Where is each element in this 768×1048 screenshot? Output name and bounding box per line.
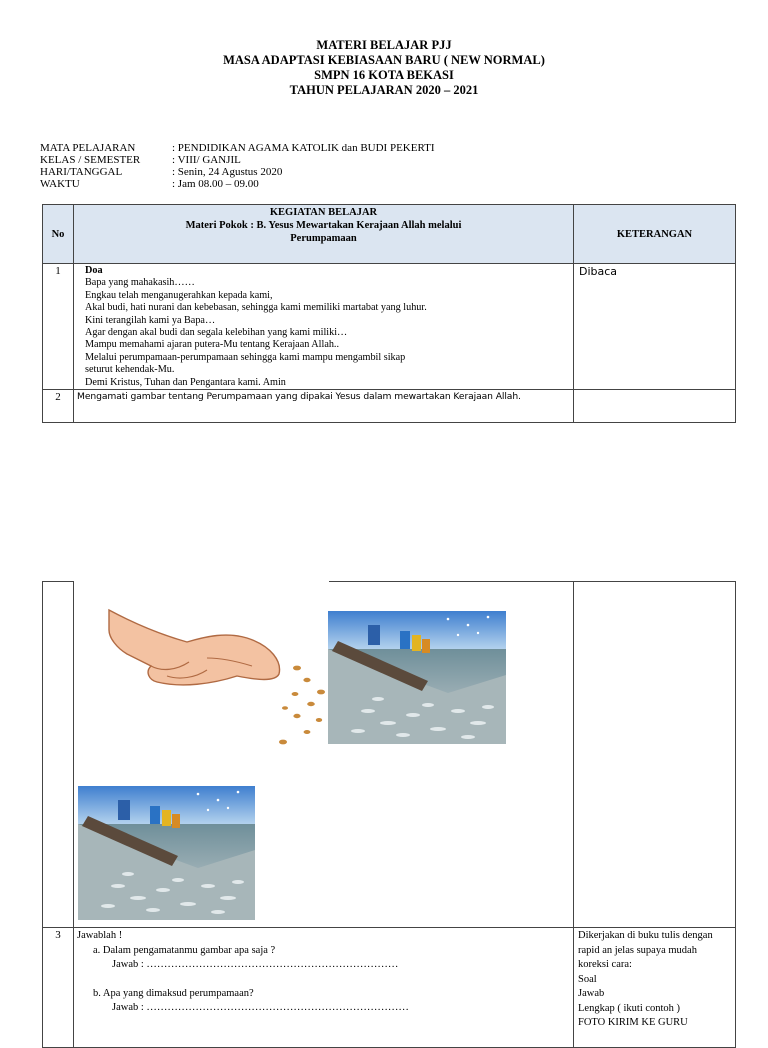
table-row — [43, 264, 736, 390]
row-note: Dikerjakan di buku tulis dengan rapid an jelas supaya mudah koreksi cara: Soal Jawab Lengkap ( ikuti contoh ) FOTO KIRIM KE GURU — [574, 928, 736, 1048]
row-number — [43, 582, 74, 928]
info-row-date: HARI/TANGGAL : Senin, 24 Agustus 2020 — [40, 166, 283, 178]
row-note — [574, 582, 736, 928]
header-school: SMPN 16 KOTA BEKASI — [314, 68, 454, 82]
header-title: MATERI BELAJAR PJJ — [316, 38, 452, 52]
observe-instruction: Mengamati gambar tentang Perumpamaan yang dipakai Yesus dalam mewartakan Kerajaan Allah. — [74, 390, 574, 423]
row-number: 3 — [43, 928, 74, 1048]
row-number: 1 — [43, 264, 74, 390]
header-subtitle: MASA ADAPTASI KEBIASAAN BARU ( NEW NORMAL) — [223, 53, 545, 67]
col-header-activity: KEGIATAN BELAJAR Materi Pokok : B. Yesus Mewartakan Kerajaan Allah melalui Perumpamaan — [74, 205, 574, 264]
col-header-notes: KETERANGAN — [574, 205, 736, 264]
hand-scattering-seeds-icon — [107, 600, 357, 750]
header-year: TAHUN PELAJARAN 2020 – 2021 — [289, 83, 479, 97]
table-header-row — [43, 205, 736, 264]
illustrations-cell — [74, 582, 574, 928]
activity-table — [42, 204, 736, 423]
prayer-text: Doa Bapa yang mahakasih…… Engkau telah menganugerahkan kepada kami, Akal budi, hati nurani dan kebebasan, sehingga kami memiliki martabat yang luhur. Kini terangilah kami ya Bapa… Agar dengan akal budi dan segala kelebihan yang kami miliki… Mampu memahami ajaran putera-Mu tentang Kerajaan Allah.. Melalui perumpamaan-perumpamaan sehingga kami mampu mengambil sikap seturut kehendak-Mu. Demi Kristus, Tuhan dan Pengantara kami. Amin — [74, 264, 574, 390]
row-note: Dibaca — [574, 264, 736, 390]
fishing-net-photo-2 — [78, 786, 255, 920]
questions-intro: Jawablah ! — [77, 930, 123, 941]
row-note — [574, 390, 736, 423]
table-row-images — [43, 582, 736, 928]
activity-table-continued — [42, 581, 736, 1048]
answer-line-a: Jawab : ……………………………………………………………… — [112, 959, 399, 970]
info-row-time: WAKTU : Jam 08.00 – 09.00 — [40, 178, 259, 190]
table-row — [43, 928, 736, 1048]
question-a: a. Dalam pengamatanmu gambar apa saja ? — [93, 944, 276, 956]
row-number: 2 — [43, 390, 74, 423]
questions-cell — [74, 928, 574, 1048]
document-header — [0, 38, 768, 98]
answer-line-b: Jawab : ………………………………………………………………… — [112, 1002, 409, 1013]
question-b: b. Apa yang dimaksud perumpamaan? — [93, 987, 254, 999]
info-row-class: KELAS / SEMESTER : VIII/ GANJIL — [40, 154, 241, 166]
fishing-net-photo — [328, 611, 506, 744]
col-header-no: No — [43, 205, 74, 264]
table-row — [43, 390, 736, 423]
info-row-subject: MATA PELAJARAN : PENDIDIKAN AGAMA KATOLIK dan BUDI PEKERTI — [40, 142, 435, 154]
subject-info — [40, 142, 435, 190]
